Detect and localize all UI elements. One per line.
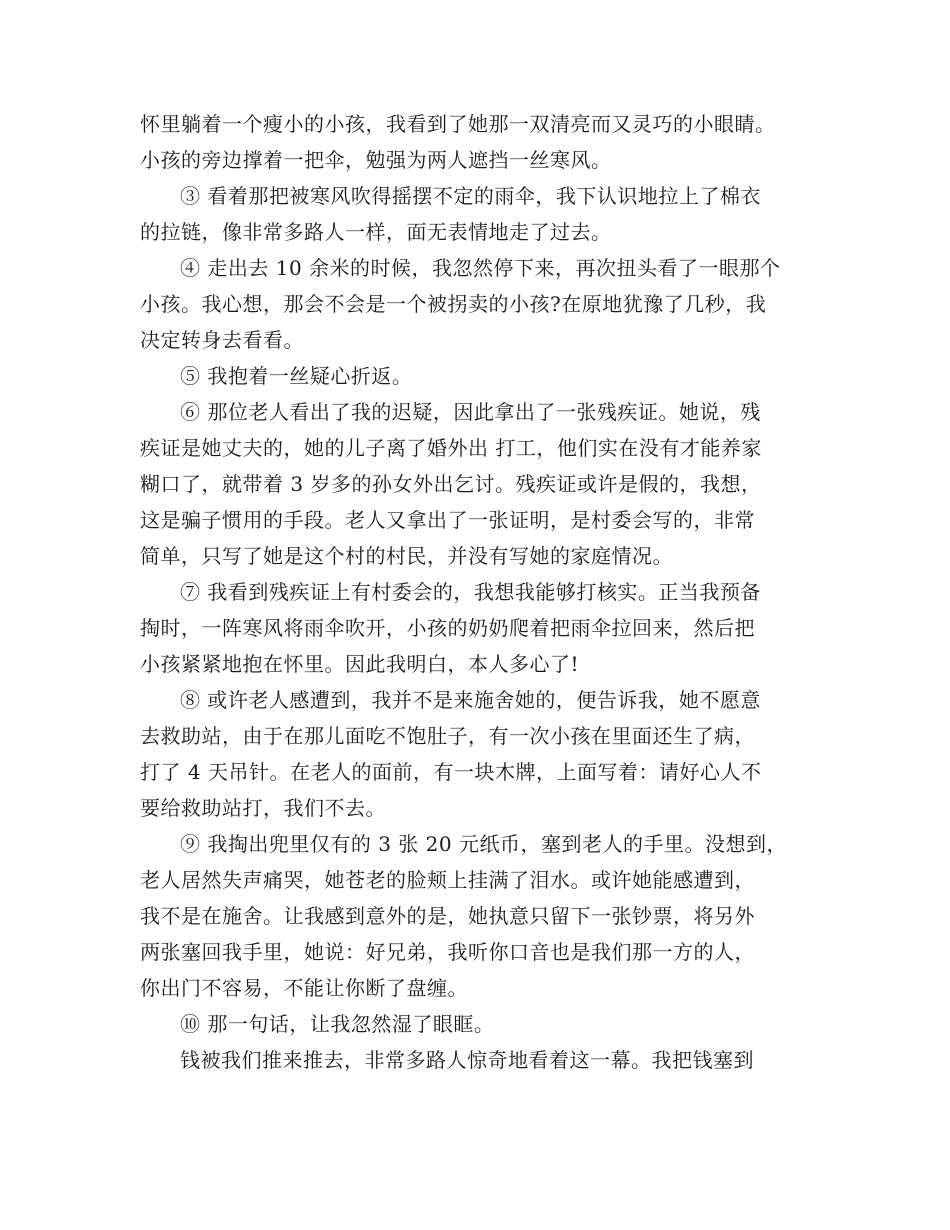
paragraph-8-start: ⑧ 或许老人感遭到，我并不是来施舍她的，便告诉我，她不愿意 <box>180 688 761 712</box>
paragraph-3-start: ③ 看着那把被寒风吹得摇摆不定的雨伞，我下认识地拉上了棉衣 <box>180 184 761 208</box>
text-line: 这是骗子惯用的手段。老人又拿出了一张证明，是村委会写的，非常 <box>140 508 755 532</box>
text-line: 小孩的旁边撑着一把伞，勉强为两人遮挡一丝寒风。 <box>140 148 612 172</box>
text-line: 小孩。我心想，那会不会是一个被拐卖的小孩?在原地犹豫了几秒，我 <box>140 292 767 316</box>
paragraph-10-start: ⑩ 那一句话，让我忽然湿了眼眶。 <box>180 1012 495 1036</box>
text-line: 老人居然失声痛哭，她苍老的脸颊上挂满了泪水。或许她能感遭到， <box>140 868 755 892</box>
text-line: 疾证是她丈夫的，她的儿子离了婚外出 打工，他们实在没有才能养家 <box>140 436 762 460</box>
text-line: 打了 4 天吊针。在老人的面前，有一块木牌，上面写着：请好心人不 <box>140 760 762 784</box>
text-line: 掏时，一阵寒风将雨伞吹开，小孩的奶奶爬着把雨伞拉回来，然后把 <box>140 616 755 640</box>
paragraph-5-start: ⑤ 我抱着一丝疑心折返。 <box>180 364 413 388</box>
paragraph-4-start: ④ 走出去 10 余米的时候，我忽然停下来，再次扭头看了一眼那个 <box>180 256 781 280</box>
text-line: 糊口了，就带着 3 岁多的孙女外出乞讨。残疾证或许是假的，我想， <box>140 472 762 496</box>
text-line: 我不是在施舍。让我感到意外的是，她执意只留下一张钞票，将另外 <box>140 904 755 928</box>
text-line: 要给救助站打，我们不去。 <box>140 796 386 820</box>
text-line: 小孩紧紧地抱在怀里。因此我明白，本人多心了! <box>140 652 580 676</box>
text-line: 简单，只写了她是这个村的村民，并没有写她的家庭情况。 <box>140 544 673 568</box>
text-line: 的拉链，像非常多路人一样，面无表情地走了过去。 <box>140 220 612 244</box>
body-text <box>140 106 830 1078</box>
text-line: 怀里躺着一个瘦小的小孩，我看到了她那一双清亮而又灵巧的小眼睛。 <box>140 112 776 136</box>
text-line: 决定转身去看看。 <box>140 328 304 352</box>
text-line: 去救助站，由于在那儿面吃不饱肚子，有一次小孩在里面还生了病， <box>140 724 755 748</box>
text-line: 两张塞回我手里，她说：好兄弟，我听你口音也是我们那一方的人， <box>140 940 755 964</box>
paragraph-11-start: 钱被我们推来推去，非常多路人惊奇地看着这一幕。我把钱塞到 <box>180 1048 754 1072</box>
paragraph-9-start: ⑨ 我掏出兜里仅有的 3 张 20 元纸币，塞到老人的手里。没想到， <box>180 832 787 856</box>
text-line: 你出门不容易，不能让你断了盘缠。 <box>140 976 468 1000</box>
paragraph-7-start: ⑦ 我看到残疾证上有村委会的，我想我能够打核实。正当我预备 <box>180 580 761 604</box>
paragraph-6-start: ⑥ 那位老人看出了我的迟疑，因此拿出了一张残疾证。她说，残 <box>180 400 761 424</box>
